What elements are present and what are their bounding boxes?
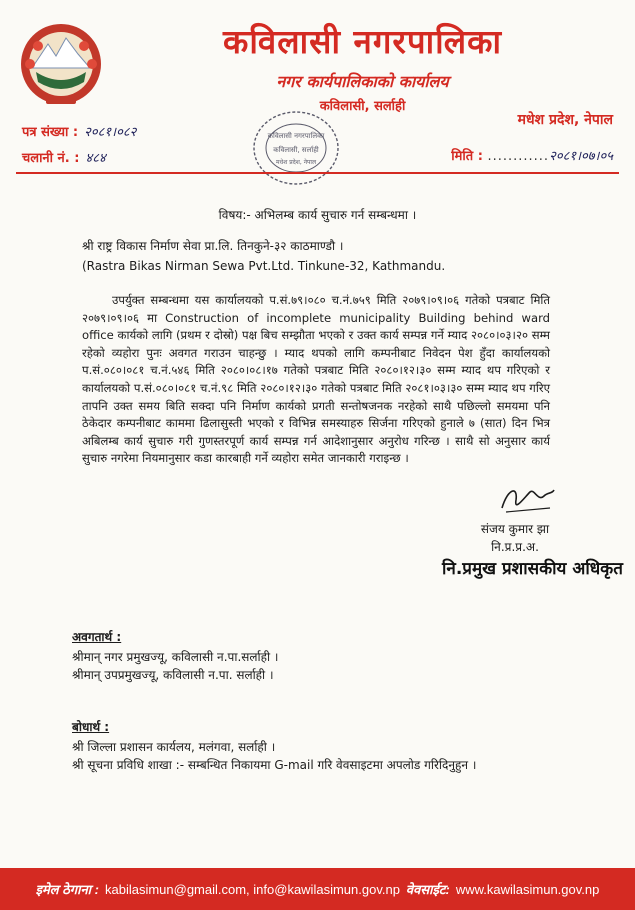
dispatch-label: चलानी नं. : <box>22 151 80 166</box>
action-item: श्री जिल्ला प्रशासन कार्यलय, मलंगवा, सर्लाही । <box>72 740 276 754</box>
stamp-text-1: कविलासी नगरपालिका <box>267 132 325 140</box>
office-subtitle: नगर कार्यपालिकाको कार्यालय <box>276 72 449 91</box>
date-label: मिति : <box>451 149 483 164</box>
website-link[interactable]: www.kawilasimun.gov.np <box>455 881 600 897</box>
addressee-line-2: (Rastra Bikas Nirman Sewa Pvt.Ltd. Tinkune-32, Kathmandu. <box>82 259 446 273</box>
office-stamp <box>250 108 342 188</box>
letter-subject: विषय:- अभिलम्ब कार्य सुचारु गर्न सम्बन्धमा । <box>218 208 417 222</box>
reference-value: २०८१।०८२ <box>84 125 137 140</box>
addressee <box>82 236 445 276</box>
addressee-line-1: श्री राष्ट्र विकास निर्माण सेवा प्रा.लि. तिनकुने-३२ काठमाण्डौ । <box>82 239 344 253</box>
office-address: कविलासी, सर्लाही <box>319 99 406 114</box>
date-row <box>451 146 613 164</box>
email-label: इमेल ठेगाना : <box>35 882 99 897</box>
cc-heading: अवगतार्थ : <box>72 630 122 644</box>
signer-title: नि.प्र.प्र.अ. <box>491 540 539 554</box>
action-heading: बोधार्थ : <box>72 720 110 734</box>
action-item: श्री सूचना प्रविधि शाखा :- सम्बन्धित निकायमा G-mail गरि वेवसाइटमा अपलोड गरिदिनुहुन । <box>72 758 477 772</box>
stamp-text-3: मधेश प्रदेश, नेपाल <box>275 159 317 166</box>
cc-item: श्रीमान् उपप्रमुखज्यू, कविलासी न.पा. सर्लाही । <box>72 668 274 682</box>
letter-body: उपर्युक्त सम्बन्धमा यस कार्यालयको प.सं.७९।०८० च.नं.७५९ मिति २०७९।०९।०६ गतेको पत्रबाट मिति २०७९।०९।०६ मा Construction of incomplete municipality Building behind ward office कार्यको लागि (प्रथम र दोस्रो) पक्ष बिच सम्झौता भएको र उक्त कार्य सम्पन्न गर्ने म्याद २०८०।०३।२० सम्म रहेको व्यहोरा पुनः अवगत गराउन चाहन्छु । म्याद थपको लागि कम्पनीबाट निवेदन पेश हुँदा कार्यालयको प.सं.०८०।०८१ च.नं.५४६ मिति २०८०।०८।१७ गतेको पत्रबाट मिति २०८०।१२।३० सम्म म्याद थप गरिएको र कार्यालयको प.सं.०८०।०८१ च.नं.९८ मिति २०८०।१२।३० गतेको पत्रबाट मिति २०८१।०३।३० सम्म म्याद थप गरिए तापनि उक्त समय बिति सक्दा पनि निर्माण कार्यको प्रगती सन्तोषजनक नरहेको साथै पछिल्लो समयमा पनि ठेकेदार कम्पनीबाट काममा ढिलासुस्ती भएको र विभिन्न समस्याहरु सिर्जना गरिएको हुनाले ७ (सात) दिन भित्र अबिलम्ब कार्य सुचारु गरी गुणस्तरपूर्ण कार्य सम्पन्न गर्न आदेशानुसार अनुरोध गरिन्छ । साथै सो अनुसार कार्य सुचारु नगरेमा नियमानुसार कडा कारबाही गर्ने व्यहोरा समेत जानकारी गराइन्छ । <box>82 293 550 466</box>
email-addresses[interactable]: kabilasimun@gmail.com, info@kawilasimun.gov.np <box>104 881 400 897</box>
signature-image <box>498 478 556 518</box>
office-name: कविलासी नगरपालिका <box>223 22 502 61</box>
dispatch-row <box>22 148 106 166</box>
dispatch-value: ४८४ <box>85 151 106 166</box>
province-label: मधेश प्रदेश, नेपाल <box>517 112 613 128</box>
date-value: २०८१।०७।०५ <box>549 149 613 164</box>
website-label: वेवसाईट: <box>405 882 450 897</box>
reference-label: पत्र संख्या : <box>22 125 79 140</box>
header-divider <box>16 172 619 174</box>
footer-contact-bar <box>0 868 635 910</box>
reference-row <box>22 122 136 140</box>
stamp-text-2: कविलासी, सर्लाही <box>273 146 319 154</box>
signer-designation: नि.प्रमुख प्रशासकीय अधिकृत <box>442 559 623 579</box>
signer-name: संजय कुमार झा <box>480 522 550 536</box>
cc-item: श्रीमान् नगर प्रमुखज्यू, कविलासी न.पा.सर्लाही । <box>72 650 279 664</box>
nepal-emblem-icon <box>18 16 104 112</box>
date-dots: ............ <box>487 149 550 164</box>
